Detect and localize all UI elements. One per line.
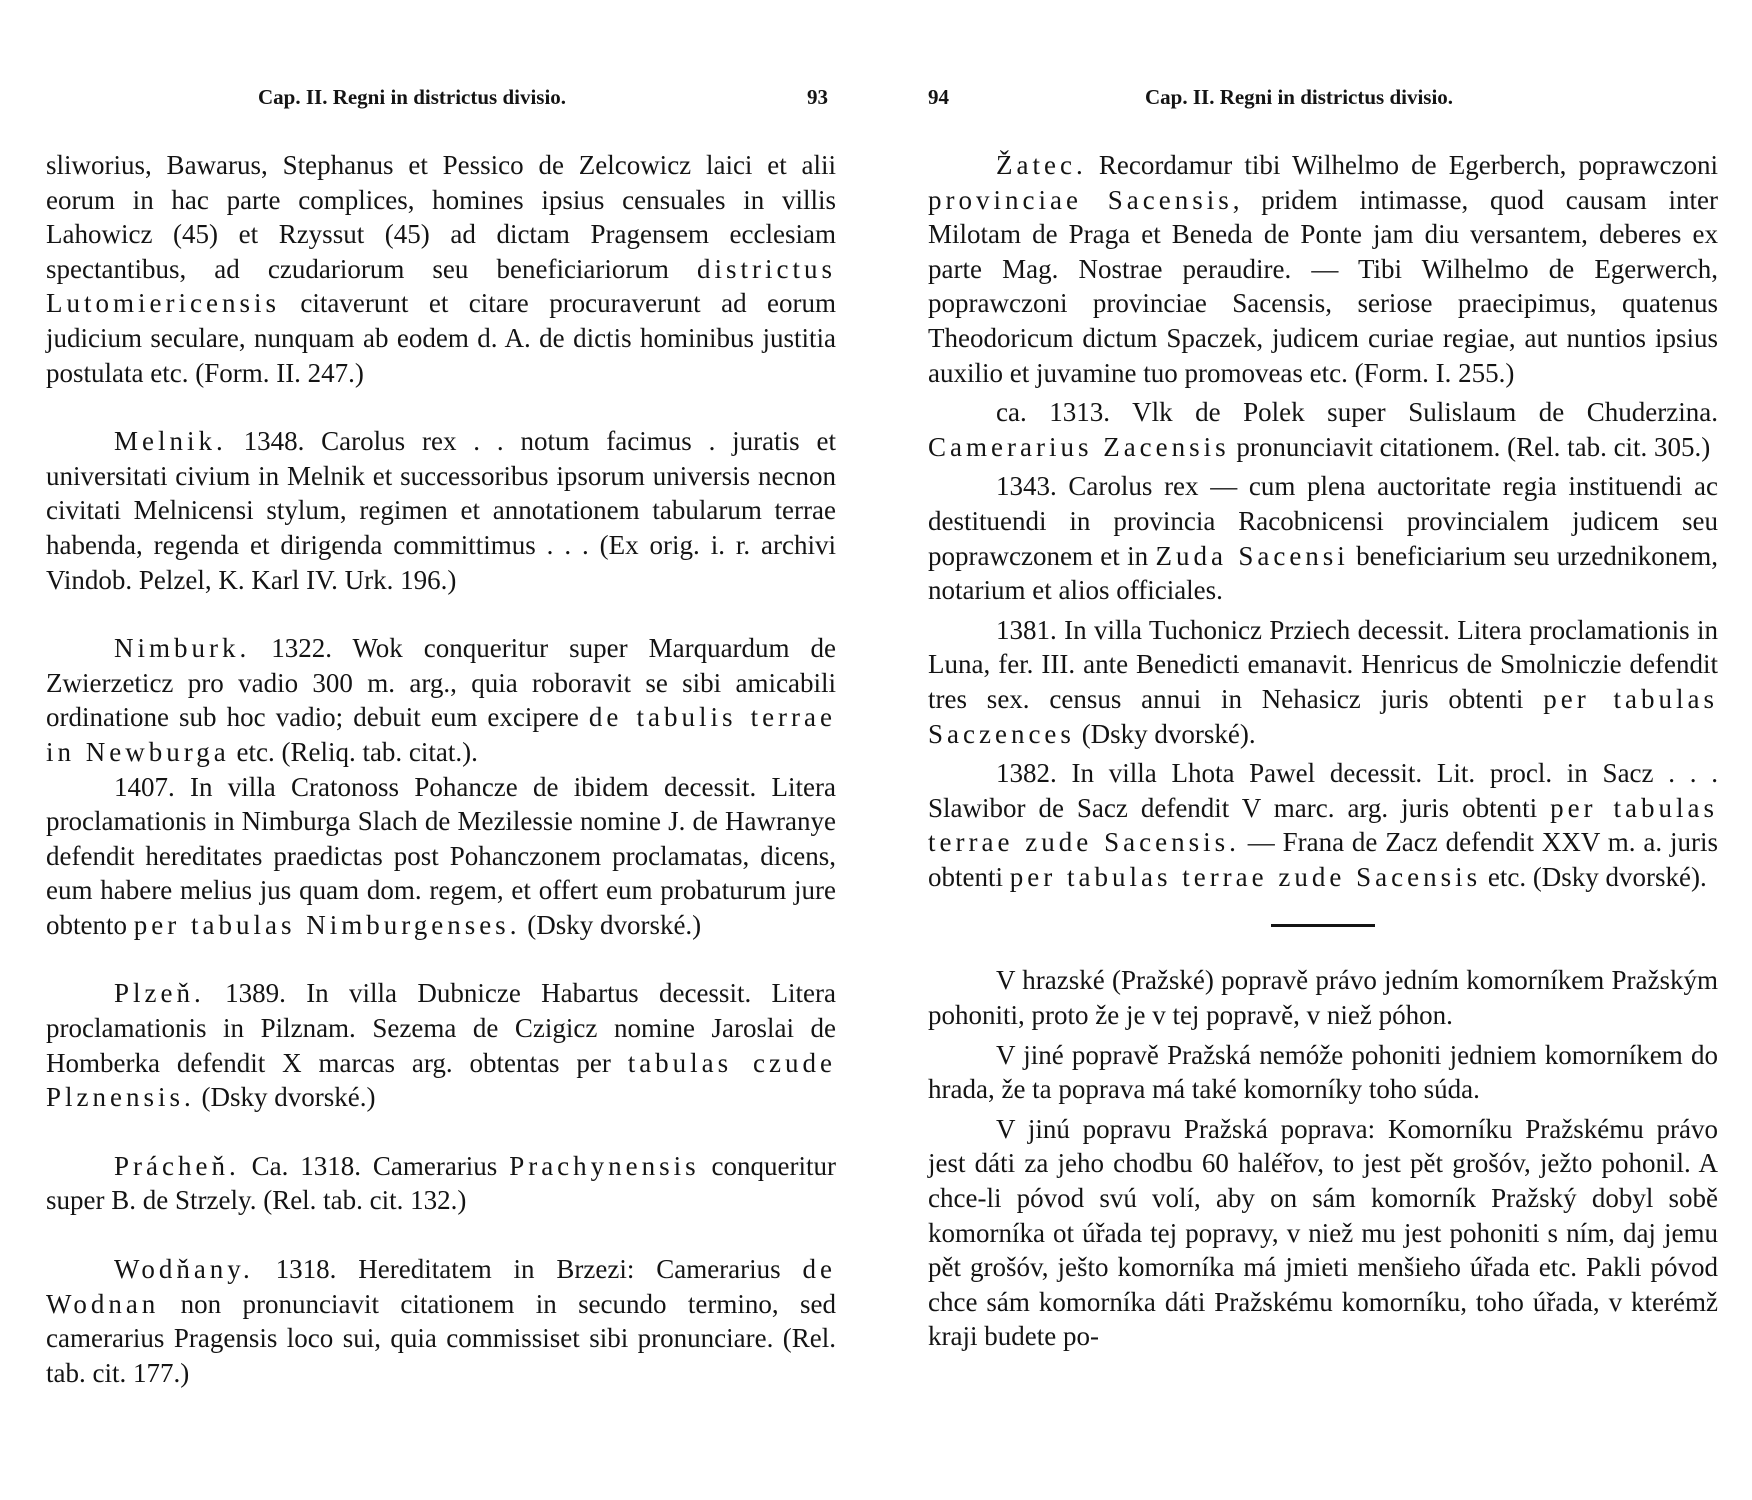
paragraph	[928, 148, 1718, 390]
text-run: (Dsky dvorské).	[1074, 718, 1256, 749]
running-header	[928, 85, 1718, 115]
czech-text	[928, 963, 1718, 1354]
spaced-term: provinciae Sacensis	[928, 184, 1233, 215]
spaced-term: per tabulas Nimburgenses.	[133, 909, 521, 940]
text-run: pronunciavit citationem. (Rel. tab. cit. 305.)	[1229, 431, 1711, 462]
text-run: conqueritur super B. de Strzely. (Rel. tab. cit. 132.)	[46, 1150, 837, 1216]
paragraph	[46, 148, 836, 390]
text-run: 1407. In villa Cratonoss Pohancze de ibidem decessit. Litera proclamationis in Nimburga Slach de Mezilessie nomine J. de Hawranye defendit hereditates praedictas post Pohanczonem proclamatas, dicens, eum habere melius jus quam dom. regem, et offert eum probaturum jure obtento	[46, 771, 836, 940]
czech-paragraph: V jiné popravě Pražská nemóže pohoniti jedniem komorníkem do hrada, že ta poprava má také komorníky toho súda.	[928, 1039, 1718, 1105]
spaced-term: Melnik.	[114, 426, 227, 457]
text-run: beneficiarium seu urzednikonem, notarium et alios officiales.	[928, 540, 1718, 606]
text-run: etc. (Dsky dvorské).	[1481, 861, 1707, 892]
spaced-term: Plzeň.	[114, 978, 205, 1009]
spaced-term: per tabulas Saczences	[928, 683, 1718, 749]
czech-paragraph: V hrazské (Pražské) popravě právo jedním komorníkem Pražským pohoniti, proto že je v tej popravě, v niež póhon.	[928, 965, 1718, 1031]
spaced-term: Prácheň.	[114, 1150, 240, 1181]
paragraph	[46, 631, 836, 769]
paragraph	[46, 976, 836, 1114]
spaced-term: Žatec.	[996, 150, 1087, 180]
section-divider	[1271, 924, 1375, 927]
page-number: 93	[807, 85, 828, 109]
paragraph	[46, 424, 836, 597]
text-run: — Frana de Zacz defendit XXV m. a. juris obtenti	[928, 827, 1718, 892]
spaced-term: Wodňany.	[114, 1254, 254, 1285]
text-run: 1348. Carolus rex . . notum facimus . juratis et universitati civium in Melnik et successoribus ipsorum universis necnon civitati Melnicensi stylum, regimen et annotationem tabularum terrae habenda, regenda et dirigenda committimus . . . (Ex orig. i. r. archivi Vindob. Pelzel, K. Karl IV. Urk. 196.)	[46, 426, 836, 595]
text-run: etc. (Reliq. tab. citat.).	[229, 736, 478, 767]
spaced-term: de tabulis terrae in Newburga	[46, 702, 837, 767]
text-run: ca. 1313. Vlk de Polek super Sulislaum de Chuderzina.	[996, 397, 1718, 428]
header-title: Cap. II. Regni in districtus divisio.	[258, 85, 567, 109]
page-body	[928, 148, 1718, 1354]
spaced-term: Zuda Sacensi	[1155, 540, 1349, 571]
spaced-term: Camerarius Zacensis	[928, 431, 1230, 462]
text-run: 1318. Hereditatem in Brzezi: Camerarius	[253, 1254, 803, 1285]
spaced-term: Nimburk.	[114, 633, 251, 664]
text-run: (Dsky dvorské.)	[194, 1082, 376, 1113]
spaced-term: per tabulas terrae zude Sacensis	[1009, 861, 1482, 892]
text-run: (Dsky dvorské.)	[520, 909, 702, 940]
spaced-term: de Wodnan	[46, 1254, 836, 1319]
latin-entries	[928, 148, 1718, 894]
running-header	[46, 85, 836, 115]
text-run: 1381. In villa Tuchonicz Prziech decessit. Litera proclamationis in Luna, fer. III. ante Benedicti emanavit. Henricus de Smolniczie defendit tres sex. census annui in Nehasicz juris obtenti	[928, 614, 1718, 714]
page-body	[46, 148, 836, 1390]
text-run: 1343. Carolus rex — cum plena auctoritate regia instituendi ac destituendi in provincia Racobnicensi provincialem judicem seu poprawczonem et in	[928, 471, 1718, 571]
text-run: non pronunciavit citationem in secundo termino, sed camerarius Pragensis loco sui, quia commissiset sibi pronunciare. (Rel. tab. cit. 177.)	[46, 1288, 836, 1388]
text-run: Recordamur tibi Wilhelmo de Egerberch, poprawczoni	[1086, 150, 1718, 180]
czech-paragraph: V jinú popravu Pražská poprava: Komorníku Pražskému právo jest dáti za jeho chodbu 60 haléřov, to jest pět grošóv, ježto pohonil. A chce-li póvod svú volí, aby on sám komorník Pražský dobyl sobě komorníka ot úřada tej popravy, v niež mu jest pohoniti s ním, daj jemu pět grošóv, ješto komorníka má jmieti menšieho úřada etc. Pakli póvod chce sám komorníka dáti Pražskému komorníku, toho úřada, v kterémž kraji budete po-	[928, 1113, 1718, 1352]
header-title: Cap. II. Regni in districtus divisio.	[1145, 85, 1454, 109]
spaced-term: Prachynensis	[509, 1150, 700, 1181]
text-run: sliworius, Bawarus, Stephanus et Pessico de Zelcowicz laici et alii eorum in hac parte complices, homines ipsius censuales in villis Lahowicz (45) et Rzyssut (45) ad dictam Pragensem ecclesiam spectantibus, ad czudariorum seu beneficiariorum	[46, 150, 836, 284]
paragraph	[46, 1149, 836, 1218]
paragraph	[46, 770, 836, 943]
text-run: 1382. In villa Lhota Pawel decessit. Lit. procl. in Sacz . . . Slawibor de Sacz defendit V marc. arg. juris obtenti	[928, 758, 1718, 823]
text-run: Ca. 1318. Camerarius	[239, 1150, 510, 1181]
text-run: citaverunt et citare procuraverunt ad eorum judicium seculare, nunquam ab eodem d. A. de dictis hominibus justitia postulata etc. (Form. II. 247.)	[46, 288, 836, 388]
paragraph	[928, 395, 1718, 464]
paragraph	[928, 469, 1718, 607]
text-run: , pridem intimasse, quod causam inter Milotam de Praga et Beneda de Ponte jam diu versantem, deberes ex parte Mag. Nostrae peraudire. — Tibi Wilhelmo de Egerwerch, poprawczoni provinciae Sacensis, seriose praecipimus, quatenus Theodoricum dictum Spaczek, judicem curiae regiae, aut nuntios ipsius auxilio et juvamine tuo promoveas etc. (Form. I. 255.)	[928, 184, 1719, 388]
text-run: 1389. In villa Dubnicze Habartus decessit. Litera proclamationis in Pilznam. Sezema de Czigicz nomine Jaroslai de Homberka defendit X marcas arg. obtentas per	[46, 978, 836, 1078]
page-number: 94	[928, 85, 949, 109]
spaced-term: districtus Lutomiericensis	[46, 253, 836, 319]
text-run: 1322. Wok conqueritur super Marquardum de Zwierzeticz pro vadio 300 m. arg., quia roboravit se sibi amicabili ordinatione sub hoc vadio; debuit eum excipere	[46, 633, 836, 733]
spaced-term: per tabulas terrae zude Sacensis.	[928, 792, 1718, 858]
paragraph	[46, 1252, 836, 1390]
paragraph	[928, 613, 1718, 751]
paragraph	[928, 756, 1718, 894]
spaced-term: tabulas czude Plznensis.	[46, 1047, 836, 1113]
